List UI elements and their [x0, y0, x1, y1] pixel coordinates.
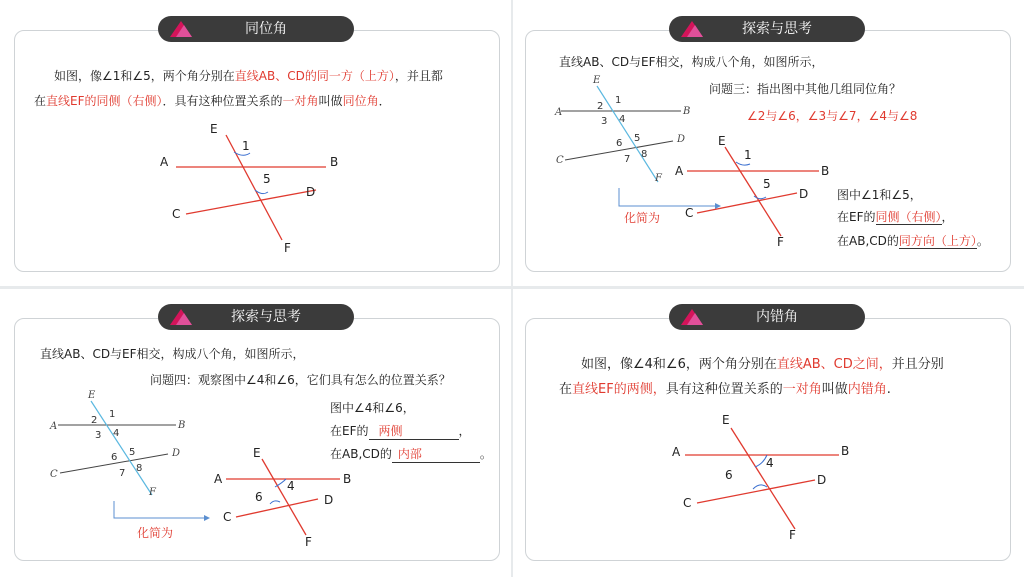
label-c: C	[685, 206, 694, 220]
label-e: E	[88, 390, 96, 401]
angle-6-label: 6	[616, 138, 623, 149]
desc-line-2: 在EF的同侧（右侧），	[837, 210, 954, 224]
angle-4-label: 4	[113, 428, 120, 439]
label-c: C	[556, 155, 564, 166]
label-b: B	[683, 106, 691, 117]
angle-1-label: 1	[744, 148, 752, 162]
slide-title: 探索与思考	[231, 309, 301, 325]
label-f: F	[777, 235, 784, 249]
angle-3-label: 3	[95, 430, 102, 441]
definition-line-1: 如图，像∠4和∠6，两个角分别在直线AB、CD之间，并且分别	[581, 357, 944, 372]
label-b: B	[178, 420, 186, 431]
slide-explore-think-4	[0, 289, 511, 577]
label-e: E	[253, 446, 261, 460]
label-a: A	[675, 164, 684, 178]
angle-5-label: 5	[763, 177, 771, 191]
slide-corresponding-angles	[0, 0, 511, 286]
label-a: A	[160, 155, 169, 169]
desc-line-1: 图中∠1和∠5，	[837, 188, 922, 202]
desc-line-1: 图中∠4和∠6，	[330, 401, 415, 415]
label-c: C	[50, 469, 58, 480]
label-b: B	[821, 164, 830, 178]
question-text: 问题四：观察图中∠4和∠6，它们具有怎么的位置关系？	[150, 373, 451, 387]
label-d: D	[324, 493, 334, 507]
angle-2-label: 2	[91, 415, 98, 426]
intro-text: 直线AB、CD与EF相交，构成八个角，如图所示，	[559, 55, 824, 69]
angle-5-label: 5	[263, 172, 271, 186]
label-a: A	[214, 472, 223, 486]
intro-text: 直线AB、CD与EF相交，构成八个角，如图所示，	[40, 347, 305, 361]
label-d: D	[306, 185, 316, 199]
angle-1-label: 1	[615, 95, 622, 106]
alternate-interior-figure	[513, 289, 1024, 577]
label-a: A	[50, 421, 58, 432]
question-text: 问题三：指出图中其他几组同位角？	[709, 82, 902, 96]
simplify-label: 化简为	[137, 526, 174, 540]
angle-7-label: 7	[119, 468, 126, 479]
angle-5-label: 5	[129, 447, 136, 458]
angle-8-label: 8	[641, 149, 648, 160]
angle-3-label: 3	[601, 116, 608, 127]
angle-1-label: 1	[109, 409, 116, 420]
label-f: F	[789, 528, 796, 542]
angle-1-label: 1	[242, 139, 250, 153]
angle-4-label: 4	[766, 456, 774, 470]
answer-text: ∠2与∠6，∠3与∠7，∠4与∠8	[747, 109, 918, 123]
angle-4-label: 4	[619, 114, 626, 125]
desc-line-2: 在EF的 两侧 ，	[330, 424, 471, 438]
desc-line-3: 在AB,CD的 内部 。	[330, 447, 492, 461]
label-f: F	[305, 535, 312, 549]
angle-6-label: 6	[111, 452, 118, 463]
label-e: E	[722, 413, 730, 427]
slide-explore-think-3	[513, 0, 1024, 286]
simplify-label: 化简为	[624, 211, 661, 225]
label-c: C	[172, 207, 181, 221]
angle-5-label: 5	[634, 133, 641, 144]
desc-line-3: 在AB,CD的同方向（上方）。	[837, 234, 989, 248]
slide-title: 探索与思考	[742, 21, 812, 37]
angle-8-label: 8	[136, 463, 143, 474]
label-b: B	[841, 444, 850, 458]
angle-6-label: 6	[255, 490, 263, 504]
corresponding-angles-figure	[0, 0, 511, 286]
label-e: E	[718, 134, 726, 148]
label-e: E	[593, 75, 601, 86]
label-b: B	[343, 472, 352, 486]
label-a: A	[555, 107, 563, 118]
label-d: D	[817, 473, 827, 487]
label-f: F	[655, 173, 662, 184]
definition-line-1: 如图，像∠1和∠5，两个角分别在直线AB、CD的同一方（上方），并且都	[54, 69, 443, 83]
angle-6-label: 6	[725, 468, 733, 482]
slide-title: 同位角	[245, 21, 287, 37]
label-d: D	[172, 448, 181, 459]
definition-line-2: 在直线EF的同侧（右侧）．具有这种位置关系的一对角叫做同位角．	[34, 94, 391, 108]
label-b: B	[330, 155, 339, 169]
angle-2-label: 2	[597, 101, 604, 112]
label-e: E	[210, 122, 218, 136]
label-a: A	[672, 445, 681, 459]
label-d: D	[799, 187, 809, 201]
label-f: F	[149, 487, 156, 498]
label-f: F	[284, 241, 291, 255]
slide-title: 内错角	[756, 309, 798, 325]
definition-line-2: 在直线EF的两侧，具有这种位置关系的一对角叫做内错角.	[559, 382, 891, 397]
label-c: C	[223, 510, 232, 524]
angle-7-label: 7	[624, 154, 631, 165]
label-d: D	[677, 134, 686, 145]
label-c: C	[683, 496, 692, 510]
angle-4-label: 4	[287, 479, 295, 493]
slide-alternate-interior-angles	[513, 289, 1024, 577]
